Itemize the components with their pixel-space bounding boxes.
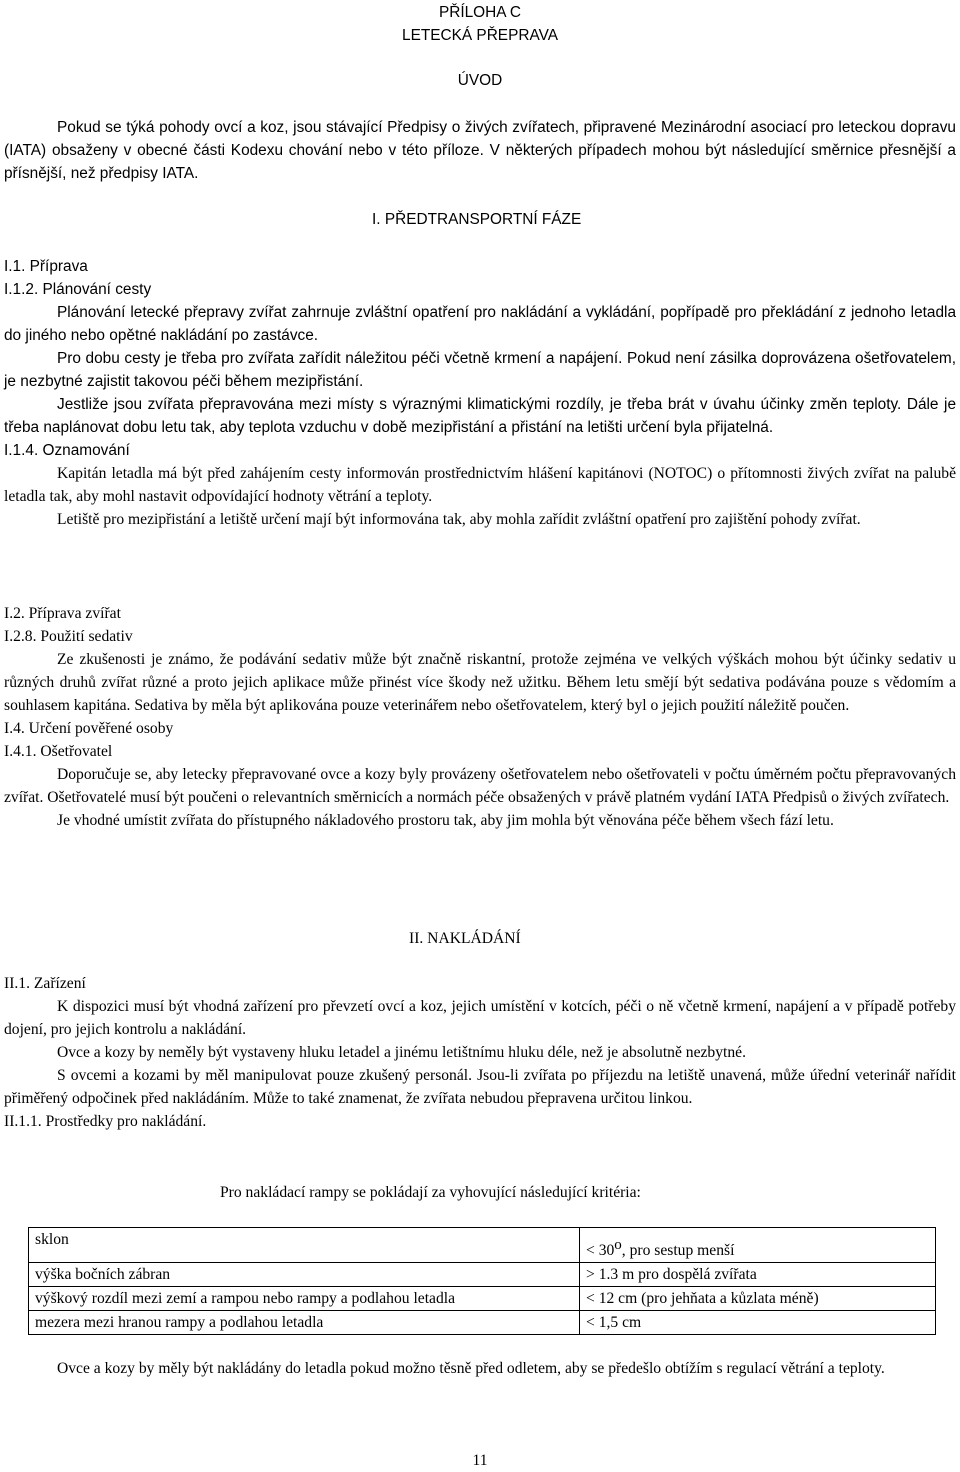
attendant-paragraph-2: Je vhodné umístit zvířata do přístupného nákladového prostoru tak, aby jim mohla být věnována péče během všech fází letu.	[57, 812, 834, 829]
intro-paragraph	[4, 116, 956, 185]
heading-preparation: I.1. Příprava	[4, 258, 88, 275]
criteria-label: sklon	[29, 1228, 580, 1263]
heading-designated-persons: I.4. Určení pověřené osoby	[4, 720, 174, 737]
attendant-paragraph-1: Doporučuje se, aby letecky přepravované ovce a kozy byly provázeny ošetřovatelem nebo ošetřovateli v počtu úměrném počtu přepravovaných zvířat. Ošetřovatelé musí být poučeni o relevantních směrnicích a normách péče obsažených v právě platném vydání IATA Předpisů o živých zvířatech.	[4, 766, 956, 806]
ramp-criteria-table	[28, 1227, 936, 1335]
criteria-value-suffix: , pro sestup menší	[621, 1242, 735, 1259]
criteria-intro: Pro nakládací rampy se pokládají za vyhovující následující kritéria:	[220, 1184, 641, 1201]
annex-label: PŘÍLOHA C	[438, 4, 522, 21]
notification-paragraph-1: Kapitán letadla má být před zahájením cesty informován prostřednictvím hlášení kapitánovi (NOTOC) o přítomnosti živých zvířat na palubě letadla tak, aby mohl nastavit odpovídající hodnoty větrání a teploty.	[4, 465, 956, 505]
table-row	[29, 1287, 936, 1311]
criteria-value: > 1.3 m pro dospělá zvířata	[580, 1263, 936, 1287]
intro-heading: ÚVOD	[457, 72, 503, 89]
notification-paragraph-2: Letiště pro mezipřistání a letiště určení mají být informována tak, aby mohla zařídit zvláštní opatření pro zajištění pohody zvířat.	[57, 511, 861, 528]
animal-prep-block	[4, 602, 956, 832]
heading-attendant: I.4.1. Ošetřovatel	[4, 743, 113, 760]
criteria-label: mezera mezi hranou rampy a podlahou letadla	[29, 1311, 580, 1335]
closing-paragraph: Ovce a kozy by měly být nakládány do letadla pokud možno těsně před odletem, aby se předešlo obtížím s regulací větrání a teploty.	[57, 1360, 885, 1377]
equipment-paragraph-1: K dispozici musí být vhodná zařízení pro převzetí ovcí a koz, jejich umístění v kotcích, péči o ně včetně krmení, napájení a v případě potřeby dojení, pro jejich kontrolu a nakládání.	[4, 998, 956, 1038]
planning-block	[4, 301, 956, 531]
planning-paragraph-3: Jestliže jsou zvířata přepravována mezi místy s výraznými klimatickými rozdíly, je třeba brát v úvahu účinky změn teploty. Dále je třeba naplánovat dobu letu tak, aby teplota vzduchu v době mezipřistání a přistání na letišti určení byla přijatelná.	[4, 396, 956, 436]
table-row	[29, 1311, 936, 1335]
equipment-paragraph-3: S ovcemi a kozami by měl manipulovat pouze zkušený personál. Jsou-li zvířata po příjezdu na letiště unavená, může úřední veterinář nařídit přiměřený odpočinek před nakládáním. Může to také znamenat, že zvířata nebudou přepravena určitou linkou.	[4, 1067, 956, 1107]
planning-paragraph-2: Pro dobu cesty je třeba pro zvířata zařídit náležitou péči včetně krmení a napájení. Pokud není zásilka doprovázena ošetřovatelem, je nezbytné zajistit takovou péči během mezipřistání.	[4, 350, 956, 390]
heading-loading-means: II.1.1. Prostředky pro nakládání.	[4, 1113, 207, 1130]
equipment-paragraph-2: Ovce a kozy by neměly být vystaveny hluku letadel a jinému letištnímu hluku déle, než je absolutně nezbytné.	[57, 1044, 746, 1061]
heading-animal-preparation: I.2. Příprava zvířat	[4, 605, 121, 622]
heading-journey-planning: I.1.2. Plánování cesty	[4, 281, 152, 298]
intro-text: Pokud se týká pohody ovcí a koz, jsou stávající Předpisy o živých zvířatech, připravené Mezinárodní asociací pro leteckou dopravu (IATA) obsaženy v obecné části Kodexu chování nebo v této příloze. V některých případech mohou být následující směrnice přesnější a přísnější, než předpisy IATA.	[4, 119, 956, 182]
degree-superscript: o	[614, 1237, 622, 1253]
heading-equipment: II.1. Zařízení	[4, 975, 86, 992]
criteria-value: < 12 cm (pro jehňata a kůzlata méně)	[580, 1287, 936, 1311]
section2-heading: II. NAKLÁDÁNÍ	[409, 930, 521, 947]
criteria-label: výškový rozdíl mezi zemí a rampou nebo rampy a podlahou letadla	[29, 1287, 580, 1311]
table-row	[29, 1263, 936, 1287]
section1-heading: I. PŘEDTRANSPORTNÍ FÁZE	[372, 211, 582, 228]
criteria-value-text: < 30	[586, 1242, 615, 1259]
heading-sedatives: I.2.8. Použití sedativ	[4, 628, 133, 645]
annex-header	[4, 1, 956, 47]
equipment-block	[4, 972, 956, 1133]
heading-notification: I.1.4. Oznamování	[4, 442, 130, 459]
planning-paragraph-1: Plánování letecké přepravy zvířat zahrnuje zvláštní opatření pro nakládání a vykládání, popřípadě pro překládání z jednoho letadla do jiného nebo opětné nakládání po zastávce.	[4, 304, 956, 344]
page-number: 11	[472, 1452, 488, 1469]
table-row	[29, 1228, 936, 1263]
criteria-label: výška bočních zábran	[29, 1263, 580, 1287]
criteria-value: < 1,5 cm	[580, 1311, 936, 1335]
annex-title: LETECKÁ PŘEPRAVA	[402, 27, 558, 44]
criteria-value	[580, 1228, 936, 1263]
sedatives-paragraph: Ze zkušenosti je známo, že podávání sedativ může být značně riskantní, protože zejména ve velkých výškách mohou být účinky sedativ u různých druhů zvířat různé a proto jejich aplikace může přinést více škody než užitku. Během letu smějí být sedativa podávána pouze s vědomím a souhlasem kapitána. Sedativa by měla být aplikována pouze veterinářem nebo ošetřovatelem, který byl o jejich použití náležitě poučen.	[4, 651, 956, 714]
